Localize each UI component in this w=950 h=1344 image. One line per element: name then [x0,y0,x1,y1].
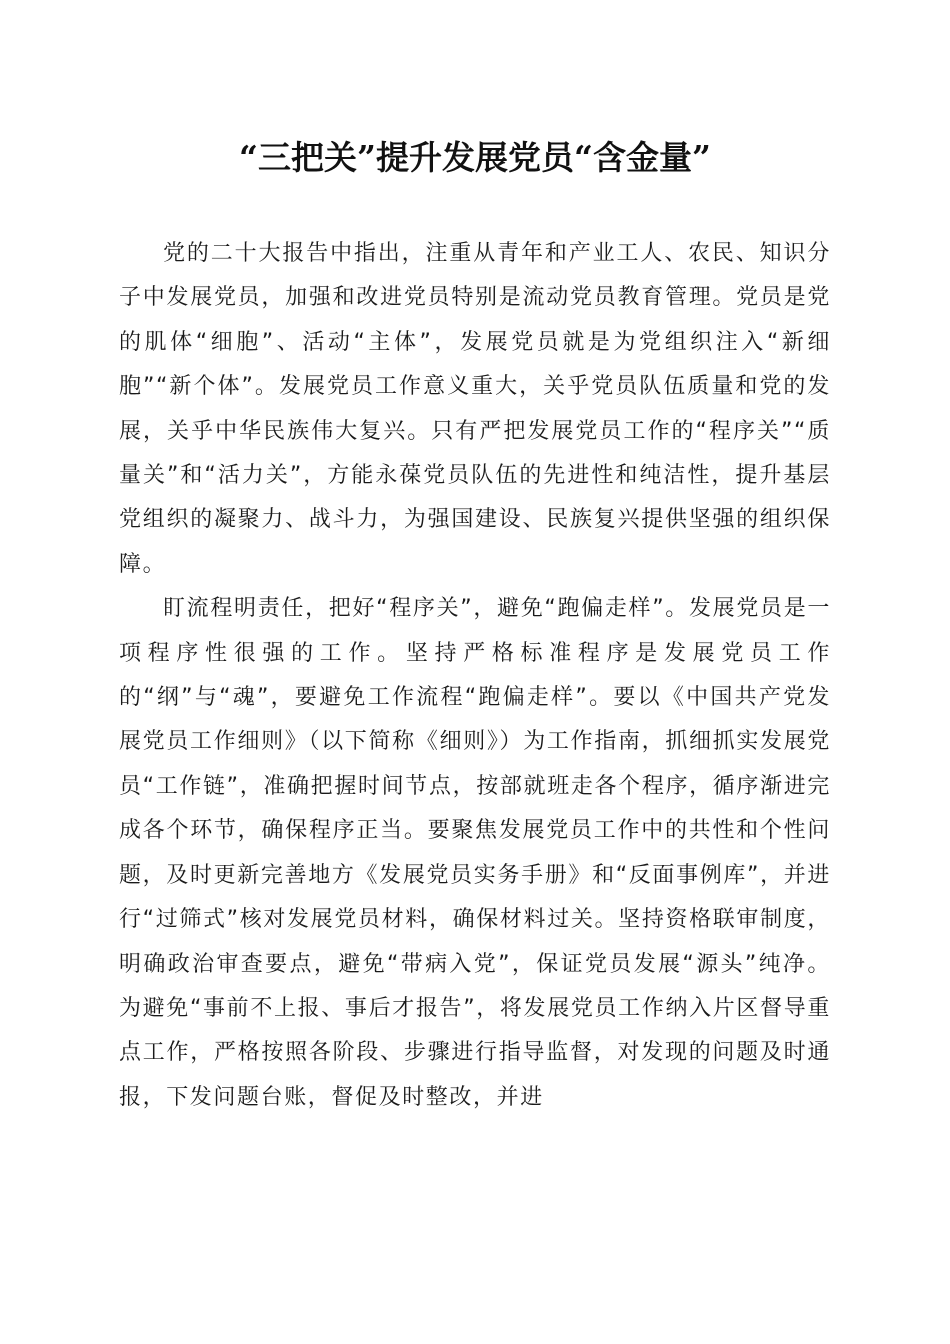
document-title: “三把关”提升发展党员“含金量” [239,138,711,177]
paragraph-intro: 党的二十大报告中指出，注重从青年和产业工人、农民、知识分子中发展党员，加强和改进党员特别是流动党员教育管理。党员是党的肌体“细胞”、活动“主体”，发展党员就是为党组织注入“新细胞”“新个体”。发展党员工作意义重大，关乎党员队伍质量和党的发展，关乎中华民族伟大复兴。只有严把发展党员工作的“程序关”“质量关”和“活力关”，方能永葆党员队伍的先进性和纯洁性，提升基层党组织的凝聚力、战斗力，为强国建设、民族复兴提供坚强的组织保障。 [119,241,831,577]
paragraph-procedure: 盯流程明责任，把好“程序关”，避免“跑偏走样”。发展党员是一项程序性很强的工作。坚持严格标准程序是发展党员工作的“纲”与“魂”，要避免工作流程“跑偏走样”。要以《中国共产党发展党员工作细则》（以下简称《细则》）为工作指南，抓细抓实发展党员“工作链”，准确把握时间节点，按部就班走各个程序，循序渐进完成各个环节，确保程序正当。要聚焦发展党员工作中的共性和个性问题，及时更新完善地方《发展党员实务手册》和“反面事例库”，并进行“过筛式”核对发展党员材料，确保材料过关。坚持资格联审制度，明确政治审查要点，避免“带病入党”，保证党员发展“源头”纯净。为避免“事前不上报、事后才报告”，将发展党员工作纳入片区督导重点工作，严格按照各阶段、步骤进行指导监督，对发现的问题及时通报，下发问题台账，督促及时整改，并进 [119,596,831,1110]
document-body [119,232,831,1120]
